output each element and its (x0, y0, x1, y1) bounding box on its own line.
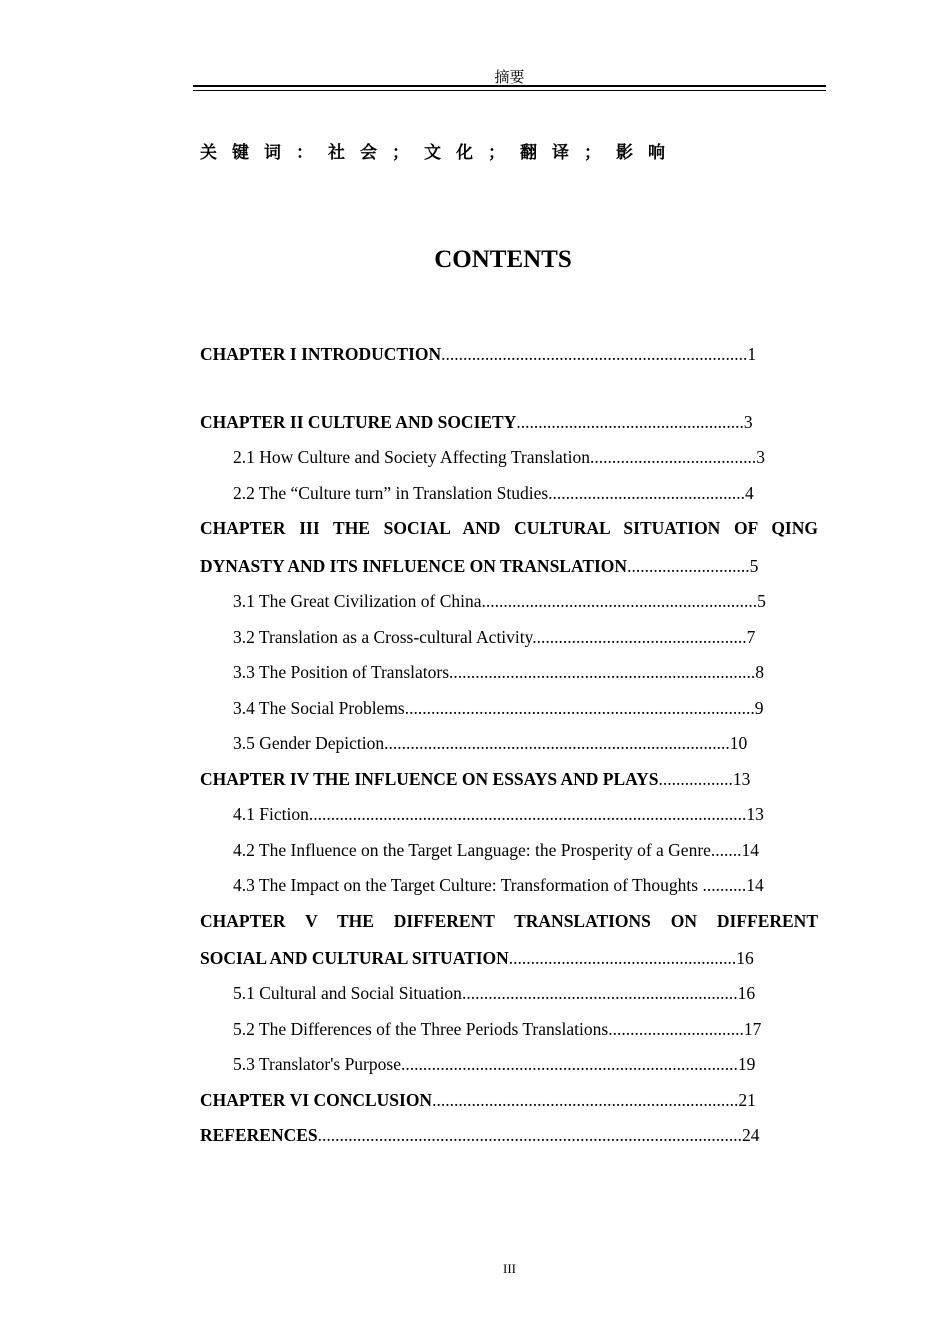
header-rule-thin (193, 90, 826, 91)
toc-entry-leader: .................................................................................................... (308, 804, 747, 824)
toc-entry-leader: ............................... (608, 1019, 744, 1039)
toc-entry-section-5-2[interactable] (233, 1019, 761, 1040)
contents-title: CONTENTS (434, 246, 572, 273)
header-rule-thick (193, 85, 826, 87)
toc-entry-page: 1 (747, 344, 757, 364)
toc-entry-label: 5.3 Translator's Purpose (233, 1054, 401, 1074)
toc-entry-page: 14 (741, 840, 760, 860)
toc-entry-page: 21 (738, 1090, 756, 1110)
toc-entry-label: 2.2 The “Culture turn” in Translation Studies (233, 483, 549, 503)
toc-entry-label: DYNASTY AND ITS INFLUENCE ON TRANSLATION (200, 556, 628, 576)
toc-entry-chapter-2[interactable] (200, 412, 753, 433)
toc-entry-section-3-1[interactable] (233, 591, 766, 612)
toc-entry-leader: ................................................. (532, 627, 747, 647)
keywords-line: 关键词：社会；文化；翻译；影响 (200, 143, 680, 163)
toc-entry-chapter-4[interactable] (200, 769, 750, 790)
toc-entry-section-4-3[interactable] (233, 875, 764, 896)
toc-entry-chapter-3-line-1[interactable]: CHAPTER III THE SOCIAL AND CULTURAL SITUATION OF QING (200, 518, 818, 538)
toc-entry-page: 5 (749, 556, 759, 576)
toc-entry-page: 24 (742, 1125, 760, 1145)
toc-entry-section-3-2[interactable] (233, 627, 755, 648)
toc-entry-section-3-3[interactable] (233, 662, 764, 683)
toc-entry-label: 3.3 The Position of Translators (233, 662, 450, 682)
toc-entry-label: REFERENCES (200, 1125, 318, 1145)
toc-entry-page: 10 (729, 733, 748, 753)
toc-entry-label: 3.1 The Great Civilization of China (233, 591, 482, 611)
toc-entry-leader: ................. (658, 769, 733, 789)
toc-entry-section-3-4[interactable] (233, 698, 764, 719)
toc-entry-page: 13 (732, 769, 751, 789)
toc-entry-label: 3.2 Translation as a Cross-cultural Activity (233, 627, 533, 647)
toc-entry-section-4-1[interactable] (233, 804, 764, 825)
toc-entry-page: 7 (746, 627, 756, 647)
toc-entry-leader: ............................................. (548, 483, 746, 503)
toc-entry-page: 9 (754, 698, 764, 718)
toc-entry-leader: ...................................................................... (441, 344, 748, 364)
toc-entry-page: 17 (743, 1019, 762, 1039)
toc-entry-section-4-2[interactable] (233, 840, 759, 861)
toc-entry-leader: .......... (702, 875, 747, 895)
toc-entry-label: CHAPTER I INTRODUCTION (200, 344, 442, 364)
toc-entry-page: 5 (757, 591, 766, 611)
toc-entry-label: 4.1 Fiction (233, 804, 309, 824)
toc-entry-leader: .................................................... (516, 412, 744, 432)
toc-entry-leader: .................................................... (508, 948, 737, 968)
toc-entry-leader: ................................................................................ (404, 698, 755, 718)
running-header: 摘要 (494, 68, 525, 86)
toc-entry-page: 16 (737, 983, 756, 1003)
toc-entry-chapter-5-line-2[interactable] (200, 948, 754, 969)
toc-entry-label: 5.1 Cultural and Social Situation (233, 983, 462, 1003)
toc-entry-label: 2.1 How Culture and Society Affecting Translation (233, 447, 590, 467)
toc-entry-page: 16 (736, 948, 754, 968)
toc-entry-leader: ............................................................................. (400, 1054, 738, 1074)
toc-entry-chapter-1[interactable] (200, 344, 756, 365)
toc-entry-page: 19 (737, 1054, 756, 1074)
toc-entry-label: 4.2 The Influence on the Target Language: the Prosperity of a Genre (233, 840, 711, 860)
toc-entry-page: 8 (755, 662, 765, 682)
toc-entry-page: 3 (756, 447, 765, 467)
toc-entry-section-3-5[interactable] (233, 733, 747, 754)
toc-entry-leader: ................................................................................................. (317, 1125, 743, 1145)
toc-entry-leader: ....... (710, 840, 742, 860)
toc-entry-label: 5.2 The Differences of the Three Periods Translations (233, 1019, 609, 1039)
page-number: III (503, 1261, 516, 1276)
toc-entry-section-5-3[interactable] (233, 1054, 755, 1075)
toc-entry-leader: ............................................................................... (384, 733, 730, 753)
toc-entry-page: 13 (746, 804, 764, 824)
toc-entry-label: 3.4 The Social Problems (233, 698, 405, 718)
toc-entry-label: CHAPTER IV THE INFLUENCE ON ESSAYS AND PLAYS (200, 769, 659, 789)
toc-entry-leader: ...................................... (589, 447, 757, 467)
toc-entry-label: SOCIAL AND CULTURAL SITUATION (200, 948, 509, 968)
toc-entry-references[interactable] (200, 1125, 760, 1146)
toc-entry-section-2-2[interactable] (233, 483, 754, 504)
toc-entry-page: 4 (745, 483, 754, 503)
toc-entry-page: 3 (743, 412, 753, 432)
toc-entry-label: CHAPTER VI CONCLUSION (200, 1090, 433, 1110)
toc-entry-chapter-6[interactable] (200, 1090, 756, 1111)
toc-entry-label: 3.5 Gender Depiction (233, 733, 385, 753)
toc-entry-leader: ............................ (627, 556, 750, 576)
toc-entry-leader: ............................................................... (481, 591, 758, 611)
toc-entry-page: 14 (746, 875, 764, 895)
toc-entry-leader: ............................................................... (461, 983, 738, 1003)
toc-entry-chapter-3-line-2[interactable] (200, 556, 758, 577)
toc-entry-section-5-1[interactable] (233, 983, 755, 1004)
toc-entry-label: CHAPTER II CULTURE AND SOCIETY (200, 412, 517, 432)
toc-entry-section-2-1[interactable] (233, 447, 765, 468)
toc-entry-chapter-5-line-1[interactable]: CHAPTER V THE DIFFERENT TRANSLATIONS ON DIFFERENT (200, 911, 818, 931)
toc-entry-leader: ...................................................................... (449, 662, 756, 682)
toc-entry-leader: ...................................................................... (432, 1090, 739, 1110)
toc-entry-label: 4.3 The Impact on the Target Culture: Transformation of Thoughts (233, 875, 703, 895)
